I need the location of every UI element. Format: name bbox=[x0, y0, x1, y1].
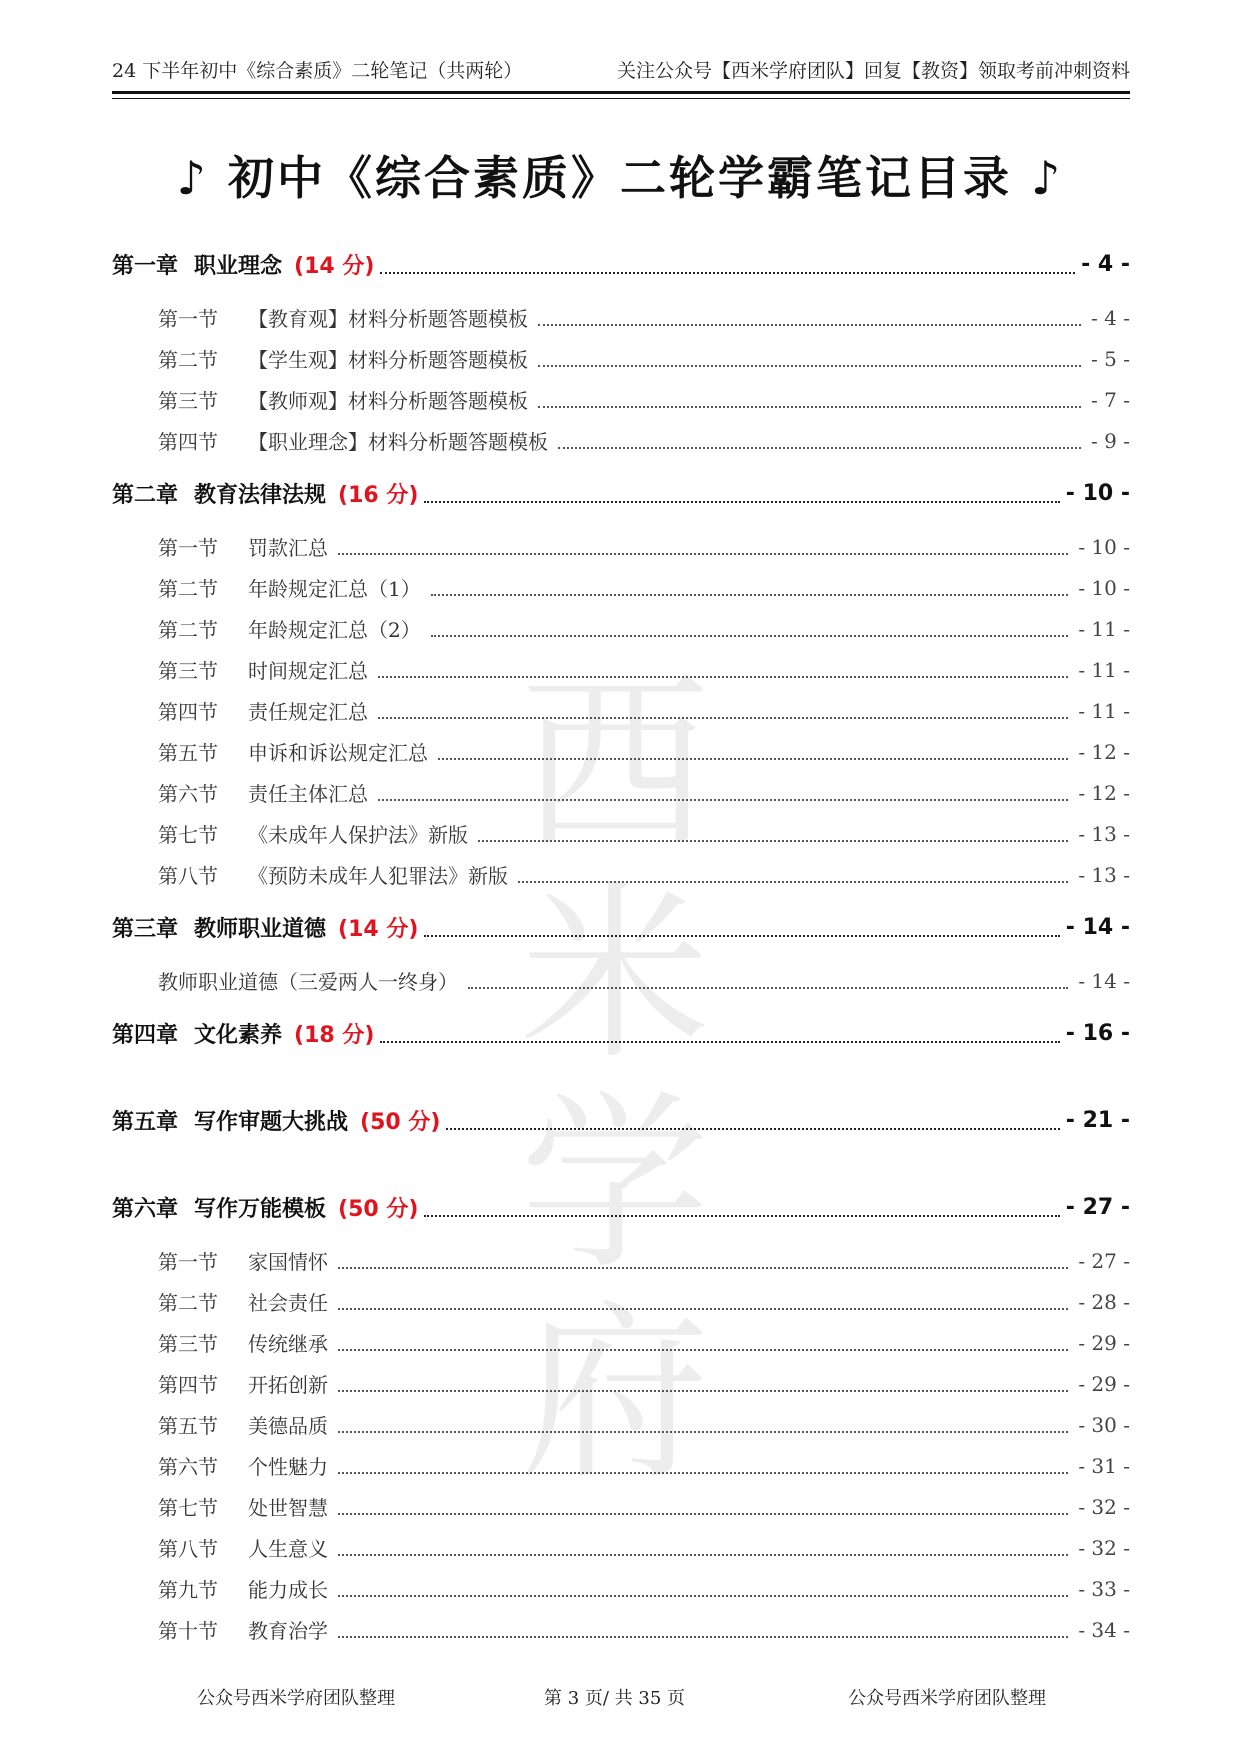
section-number: 第九节 bbox=[158, 1578, 218, 1602]
chapter-number: 第一章 bbox=[112, 254, 179, 279]
section-page-number: - 30 - bbox=[1078, 1412, 1130, 1437]
header-rule bbox=[112, 98, 1130, 99]
dot-leader bbox=[338, 1349, 1068, 1351]
toc-chapter-entry[interactable] bbox=[112, 1001, 1130, 1066]
chapter-number: 第五章 bbox=[112, 1110, 179, 1135]
section-title: 年龄规定汇总（2） bbox=[248, 618, 421, 642]
section-page-number: - 5 - bbox=[1091, 346, 1130, 371]
dot-leader bbox=[468, 987, 1068, 989]
chapter-score: (14 分) bbox=[294, 254, 375, 279]
chapter-number: 第四章 bbox=[112, 1023, 179, 1048]
toc-chapter-entry[interactable] bbox=[112, 232, 1130, 297]
chapter-page-number: - 27 - bbox=[1065, 1195, 1130, 1220]
section-title: 教育治学 bbox=[248, 1619, 328, 1643]
chapter-name: 职业理念 bbox=[194, 254, 283, 279]
dot-leader bbox=[378, 799, 1068, 801]
section-number: 第五节 bbox=[158, 1414, 218, 1438]
dot-leader bbox=[338, 1595, 1068, 1597]
section-title: 《预防未成年人犯罪法》新版 bbox=[248, 864, 508, 888]
chapter-name: 写作万能模板 bbox=[194, 1197, 327, 1222]
dot-leader bbox=[338, 553, 1068, 555]
section-page-number: - 27 - bbox=[1078, 1248, 1130, 1273]
toc-section-entry[interactable] bbox=[112, 1281, 1130, 1322]
chapter-page-number: - 14 - bbox=[1065, 915, 1130, 940]
chapter-score: (50 分) bbox=[338, 1197, 419, 1222]
toc-chapter-entry[interactable] bbox=[112, 1088, 1130, 1153]
section-page-number: - 10 - bbox=[1078, 575, 1130, 600]
dot-leader bbox=[338, 1636, 1068, 1638]
section-title: 社会责任 bbox=[248, 1291, 328, 1315]
section-number: 第一节 bbox=[158, 536, 218, 560]
page-header bbox=[112, 56, 1130, 94]
section-page-number: - 13 - bbox=[1078, 862, 1130, 887]
section-page-number: - 12 - bbox=[1078, 739, 1130, 764]
section-page-number: - 34 - bbox=[1078, 1617, 1130, 1642]
section-title: 传统继承 bbox=[248, 1332, 328, 1356]
section-page-number: - 29 - bbox=[1078, 1371, 1130, 1396]
toc-section-entry[interactable] bbox=[112, 1404, 1130, 1445]
section-page-number: - 28 - bbox=[1078, 1289, 1130, 1314]
section-page-number: - 14 - bbox=[1078, 968, 1130, 993]
section-page-number: - 33 - bbox=[1078, 1576, 1130, 1601]
section-number: 第四节 bbox=[158, 430, 218, 454]
section-number: 第一节 bbox=[158, 307, 218, 331]
toc-chapter-entry[interactable] bbox=[112, 461, 1130, 526]
section-number: 第三节 bbox=[158, 1332, 218, 1356]
toc-section-entry[interactable] bbox=[112, 338, 1130, 379]
toc-section-entry[interactable] bbox=[112, 608, 1130, 649]
section-title: 【职业理念】材料分析题答题模板 bbox=[248, 430, 548, 454]
toc-section-entry[interactable] bbox=[112, 1609, 1130, 1650]
dot-leader bbox=[538, 365, 1081, 367]
footer-right-text: 公众号西米学府团队整理 bbox=[848, 1688, 1046, 1709]
chapter-number: 第三章 bbox=[112, 917, 179, 942]
section-number: 第四节 bbox=[158, 1373, 218, 1397]
section-title: 【教育观】材料分析题答题模板 bbox=[248, 307, 528, 331]
toc-section-entry[interactable] bbox=[112, 772, 1130, 813]
dot-leader bbox=[378, 676, 1068, 678]
section-page-number: - 9 - bbox=[1091, 428, 1130, 453]
table-of-contents bbox=[112, 232, 1130, 1650]
section-page-number: - 4 - bbox=[1091, 305, 1130, 330]
section-page-number: - 29 - bbox=[1078, 1330, 1130, 1355]
section-number: 第二节 bbox=[158, 577, 218, 601]
chapter-score: (50 分) bbox=[360, 1110, 441, 1135]
dot-leader bbox=[338, 1513, 1068, 1515]
section-page-number: - 11 - bbox=[1078, 616, 1130, 641]
section-number: 第八节 bbox=[158, 864, 218, 888]
chapter-score: (16 分) bbox=[338, 483, 419, 508]
toc-section-entry[interactable] bbox=[112, 567, 1130, 608]
watermark: 西米学府 bbox=[519, 654, 720, 1505]
section-number: 第二节 bbox=[158, 618, 218, 642]
section-page-number: - 11 - bbox=[1078, 657, 1130, 682]
dot-leader bbox=[338, 1308, 1068, 1310]
section-page-number: - 31 - bbox=[1078, 1453, 1130, 1478]
section-title: 责任规定汇总 bbox=[248, 700, 368, 724]
section-number: 第二节 bbox=[158, 348, 218, 372]
toc-section-entry[interactable] bbox=[112, 420, 1130, 461]
section-title: 能力成长 bbox=[248, 1578, 328, 1602]
dot-leader bbox=[424, 1215, 1059, 1217]
dot-leader bbox=[378, 717, 1068, 719]
toc-section-entry[interactable] bbox=[112, 526, 1130, 567]
section-title: 【学生观】材料分析题答题模板 bbox=[248, 348, 528, 372]
chapter-score: (18 分) bbox=[294, 1023, 375, 1048]
section-title: 人生意义 bbox=[248, 1537, 328, 1561]
toc-section-entry[interactable] bbox=[112, 1363, 1130, 1404]
dot-leader bbox=[338, 1390, 1068, 1392]
section-page-number: - 12 - bbox=[1078, 780, 1130, 805]
section-title: 处世智慧 bbox=[248, 1496, 328, 1520]
chapter-name: 文化素养 bbox=[194, 1023, 283, 1048]
section-number: 第七节 bbox=[158, 1496, 218, 1520]
section-title: 申诉和诉讼规定汇总 bbox=[248, 741, 428, 765]
section-number: 第三节 bbox=[158, 389, 218, 413]
chapter-page-number: - 16 - bbox=[1065, 1021, 1130, 1046]
dot-leader bbox=[518, 881, 1068, 883]
toc-section-entry[interactable] bbox=[112, 813, 1130, 854]
toc-section-entry[interactable] bbox=[112, 1527, 1130, 1568]
section-title: 罚款汇总 bbox=[248, 536, 328, 560]
section-page-number: - 11 - bbox=[1078, 698, 1130, 723]
section-number: 第二节 bbox=[158, 1291, 218, 1315]
dot-leader bbox=[338, 1431, 1068, 1433]
toc-section-entry[interactable] bbox=[112, 649, 1130, 690]
toc-section-entry[interactable] bbox=[112, 1486, 1130, 1527]
section-page-number: - 10 - bbox=[1078, 534, 1130, 559]
dot-leader bbox=[431, 635, 1069, 637]
chapter-name: 教育法律法规 bbox=[194, 483, 327, 508]
toc-chapter-entry[interactable] bbox=[112, 895, 1130, 960]
section-number: 第一节 bbox=[158, 1250, 218, 1274]
section-number: 第十节 bbox=[158, 1619, 218, 1643]
toc-section-entry[interactable] bbox=[112, 854, 1130, 895]
section-number: 第三节 bbox=[158, 659, 218, 683]
chapter-page-number: - 21 - bbox=[1065, 1108, 1130, 1133]
section-title: 家国情怀 bbox=[248, 1250, 328, 1274]
page-number: 第 3 页/ 共 35 页 bbox=[544, 1688, 686, 1709]
section-title: 责任主体汇总 bbox=[248, 782, 368, 806]
toc-section-entry[interactable] bbox=[112, 379, 1130, 420]
chapter-spacer bbox=[112, 1066, 1130, 1088]
section-page-number: - 13 - bbox=[1078, 821, 1130, 846]
dot-leader bbox=[338, 1267, 1068, 1269]
toc-section-entry[interactable] bbox=[112, 731, 1130, 772]
toc-section-entry[interactable] bbox=[112, 1322, 1130, 1363]
dot-leader bbox=[446, 1128, 1059, 1130]
chapter-score: (14 分) bbox=[338, 917, 419, 942]
section-title: 《未成年人保护法》新版 bbox=[248, 823, 468, 847]
dot-leader bbox=[424, 935, 1059, 937]
section-title: 个性魅力 bbox=[248, 1455, 328, 1479]
dot-leader bbox=[478, 840, 1068, 842]
toc-section-entry[interactable] bbox=[112, 960, 1130, 1001]
dot-leader bbox=[538, 406, 1081, 408]
chapter-spacer bbox=[112, 1153, 1130, 1175]
chapter-number: 第二章 bbox=[112, 483, 179, 508]
footer-left-text: 公众号西米学府团队整理 bbox=[197, 1688, 395, 1709]
toc-section-entry[interactable] bbox=[112, 297, 1130, 338]
page-title: ♪ 初中《综合素质》二轮学霸笔记目录 ♪ bbox=[176, 151, 1064, 205]
section-number: 第五节 bbox=[158, 741, 218, 765]
dot-leader bbox=[380, 1041, 1059, 1043]
section-number: 第六节 bbox=[158, 1455, 218, 1479]
toc-chapter-entry[interactable] bbox=[112, 1175, 1130, 1240]
chapter-name: 教师职业道德 bbox=[194, 917, 327, 942]
section-title: 时间规定汇总 bbox=[248, 659, 368, 683]
section-title: 教师职业道德（三爱两人一终身） bbox=[158, 970, 458, 994]
toc-section-entry[interactable] bbox=[112, 1240, 1130, 1281]
section-number: 第八节 bbox=[158, 1537, 218, 1561]
dot-leader bbox=[438, 758, 1068, 760]
section-page-number: - 32 - bbox=[1078, 1494, 1130, 1519]
toc-section-entry[interactable] bbox=[112, 1568, 1130, 1609]
chapter-number: 第六章 bbox=[112, 1197, 179, 1222]
dot-leader bbox=[538, 324, 1081, 326]
section-number: 第七节 bbox=[158, 823, 218, 847]
toc-section-entry[interactable] bbox=[112, 1445, 1130, 1486]
section-page-number: - 32 - bbox=[1078, 1535, 1130, 1560]
dot-leader bbox=[338, 1554, 1068, 1556]
section-number: 第六节 bbox=[158, 782, 218, 806]
dot-leader bbox=[424, 501, 1059, 503]
header-right-text: 关注公众号【西米学府团队】回复【教资】领取考前冲刺资料 bbox=[616, 60, 1130, 82]
toc-section-entry[interactable] bbox=[112, 690, 1130, 731]
dot-leader bbox=[558, 447, 1081, 449]
chapter-name: 写作审题大挑战 bbox=[194, 1110, 349, 1135]
chapter-page-number: - 10 - bbox=[1065, 481, 1130, 506]
section-title: 美德品质 bbox=[248, 1414, 328, 1438]
chapter-page-number: - 4 - bbox=[1081, 252, 1130, 277]
section-number: 第四节 bbox=[158, 700, 218, 724]
section-title: 【教师观】材料分析题答题模板 bbox=[248, 389, 528, 413]
section-title: 年龄规定汇总（1） bbox=[248, 577, 421, 601]
header-left-text: 24 下半年初中《综合素质》二轮笔记（共两轮） bbox=[112, 60, 523, 82]
section-page-number: - 7 - bbox=[1091, 387, 1130, 412]
dot-leader bbox=[338, 1472, 1068, 1474]
section-title: 开拓创新 bbox=[248, 1373, 328, 1397]
dot-leader bbox=[380, 272, 1075, 274]
dot-leader bbox=[431, 594, 1069, 596]
